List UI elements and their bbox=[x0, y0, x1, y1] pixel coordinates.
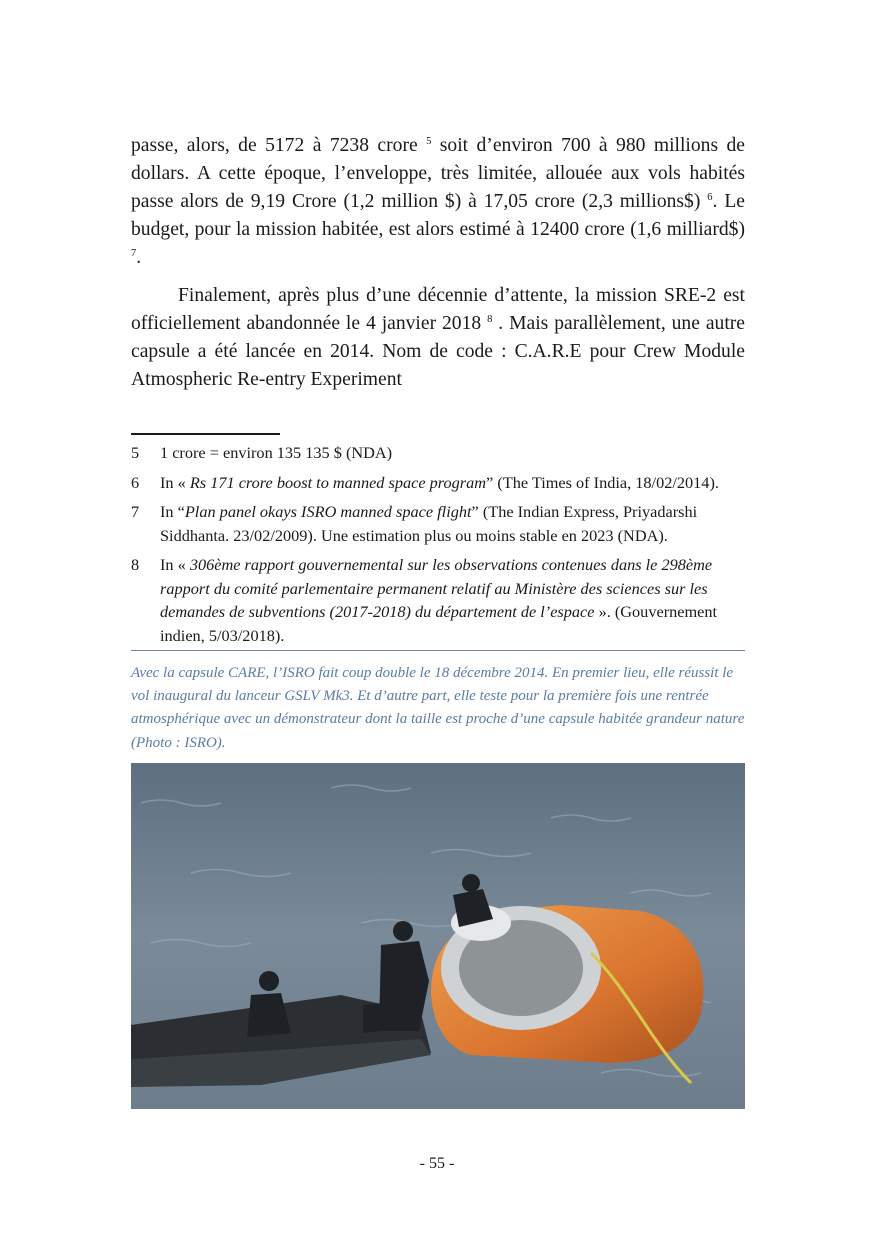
footnote-prefix: In “ bbox=[160, 502, 185, 521]
footnote-prefix: In « bbox=[160, 472, 190, 492]
footnote-7 bbox=[131, 500, 751, 547]
footnote-source-title: Plan panel okays ISRO manned space flight bbox=[184, 502, 472, 521]
footnote-text bbox=[160, 471, 751, 495]
footnotes bbox=[131, 441, 751, 653]
paragraph-2-text-a: Finalement, après plus d’une décennie d’attente, la mission SRE-2 est officiellement abandonnée le 4 janvier 2018 bbox=[131, 285, 745, 334]
paragraph-1-text-a: passe, alors, de 5172 à 7238 crore bbox=[131, 135, 427, 156]
capsule-recovery-photo bbox=[131, 763, 745, 1109]
capsule-recovery-illustration bbox=[131, 763, 745, 1109]
page-number: - 55 - bbox=[419, 1155, 455, 1172]
footnote-suffix: ». (Gouvernement indien, 5/03/2018). bbox=[160, 602, 718, 645]
paragraph-1 bbox=[131, 132, 745, 272]
photo-caption: Avec la capsule CARE, l’ISRO fait coup double le 18 décembre 2014. En premier lieu, elle réussit le vol inaugural du lanceur GSLV Mk3. Et d’autre part, elle teste pour la première fois une rentrée atmosphérique avec un démonstrateur dont la taille est proche d’une capsule habitée grandeur nature (Photo : ISRO). bbox=[131, 665, 745, 751]
footnote-separator bbox=[131, 433, 280, 435]
footnote-text bbox=[160, 553, 751, 647]
footnote-ref-7[interactable]: 7 bbox=[131, 248, 137, 259]
footnote-ref-8[interactable]: 8 bbox=[487, 314, 493, 325]
paragraph-2 bbox=[131, 282, 745, 394]
footnote-number: 6 bbox=[131, 472, 140, 492]
paragraph-1-text-b: soit d’environ 700 à 980 millions de dollars. A cette époque, l’enveloppe, très limitée, allouée aux vols habités passe alors de 9,19 Crore (1,2 million $) à 17,05 crore (2,3 millions$) bbox=[131, 135, 745, 212]
footnote-ref-5[interactable]: 5 bbox=[426, 136, 432, 147]
footnote-suffix: ” (The Indian Express, Priyadarshi Siddhanta. 23/02/2009). Une estimation plus ou moins stable en 2023 (NDA). bbox=[160, 502, 698, 545]
footnote-text: 1 crore = environ 135 135 $ (NDA) bbox=[160, 443, 393, 462]
footnote-6 bbox=[131, 471, 751, 495]
footnote-8 bbox=[131, 553, 751, 647]
footnote-ref-6[interactable]: 6 bbox=[707, 192, 713, 203]
footnote-5 bbox=[131, 441, 751, 465]
footnote-suffix: ” (The Times of India, 18/02/2014). bbox=[486, 472, 719, 492]
paragraph-1-text-d: . bbox=[136, 247, 142, 268]
caption-separator bbox=[131, 650, 745, 651]
footnote-number: 8 bbox=[131, 555, 140, 574]
footnote-source-title: Rs 171 crore boost to manned space program bbox=[189, 472, 487, 492]
paragraph-1-text-c: . Le budget, pour la mission habitée, est alors estimé à 12400 crore (1,6 milliard$) bbox=[131, 191, 745, 240]
paragraph-2-text-b: . Mais parallèlement, une autre capsule a été lancée en 2014. Nom de code : C.A.R.E pour Crew Module Atmospheric Re-entry Experiment bbox=[131, 313, 745, 390]
footnote-number: 5 bbox=[131, 443, 140, 462]
footnote-source-title: 306ème rapport gouvernemental sur les observations contenues dans le 298ème rapport du comité parlementaire permanent relatif au Ministère des sciences sur les demandes de subventions (2017-2018) du département de l’espace bbox=[160, 555, 713, 621]
footnote-text bbox=[160, 500, 751, 547]
footnote-prefix: In « bbox=[160, 555, 190, 574]
body-text bbox=[131, 132, 745, 394]
footnote-number: 7 bbox=[131, 502, 140, 521]
